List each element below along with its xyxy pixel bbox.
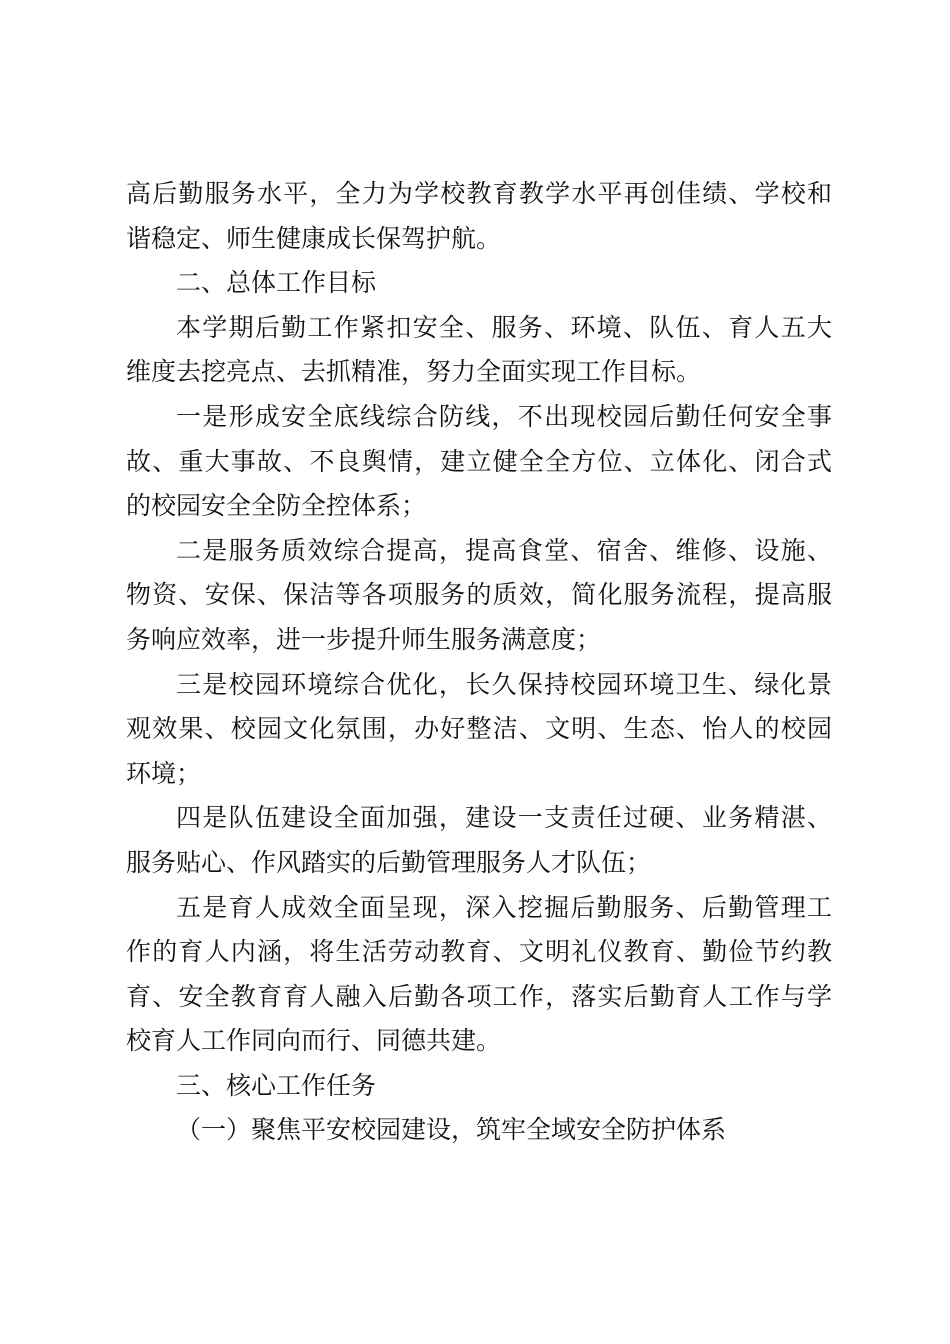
text-line: 观效果、校园文化氛围，办好整洁、文明、生态、怡人的校园 bbox=[126, 714, 832, 744]
text-line: 育、安全教育育人融入后勤各项工作，落实后勤育人工作与学 bbox=[126, 981, 832, 1011]
text-line: 二是服务质效综合提高，提高食堂、宿舍、维修、设施、 bbox=[176, 535, 832, 565]
text-line: 三是校园环境综合优化，长久保持校园环境卫生、绿化景 bbox=[176, 669, 832, 699]
document-body bbox=[126, 172, 832, 1153]
text-line: 高后勤服务水平，全力为学校教育教学水平再创佳绩、学校和 bbox=[126, 179, 832, 208]
text-line: 本学期后勤工作紧扣安全、服务、环境、队伍、育人五大 bbox=[176, 312, 832, 342]
section-heading-3: 三、核心工作任务 bbox=[176, 1070, 377, 1100]
text-line: 物资、安保、保洁等各项服务的质效，简化服务流程，提高服 bbox=[126, 580, 832, 610]
text-line: 校育人工作同向而行、同德共建。 bbox=[126, 1026, 502, 1056]
text-line: 的校园安全全防全控体系； bbox=[126, 491, 427, 521]
text-line: 四是队伍建设全面加强，建设一支责任过硬、业务精湛、 bbox=[176, 803, 832, 833]
section-heading-2: 二、总体工作目标 bbox=[176, 268, 377, 298]
text-line: 环境； bbox=[126, 758, 202, 788]
text-line: 维度去挖亮点、去抓精准，努力全面实现工作目标。 bbox=[126, 357, 702, 387]
text-line: 作的育人内涵，将生活劳动教育、文明礼仪教育、勤俭节约教 bbox=[126, 937, 832, 967]
text-line: 故、重大事故、不良舆情，建立健全全方位、立体化、闭合式 bbox=[126, 446, 832, 476]
text-line: 务响应效率，进一步提升师生服务满意度； bbox=[126, 624, 602, 654]
text-line: 一是形成安全底线综合防线，不出现校园后勤任何安全事 bbox=[176, 401, 832, 431]
text-line: 服务贴心、作风踏实的后勤管理服务人才队伍； bbox=[126, 847, 652, 877]
text-line: 谐稳定、师生健康成长保驾护航。 bbox=[126, 223, 502, 253]
text-line: 五是育人成效全面呈现，深入挖掘后勤服务、后勤管理工 bbox=[176, 892, 832, 922]
subsection-heading-1: （一）聚焦平安校园建设，筑牢全域安全防护体系 bbox=[176, 1115, 727, 1145]
